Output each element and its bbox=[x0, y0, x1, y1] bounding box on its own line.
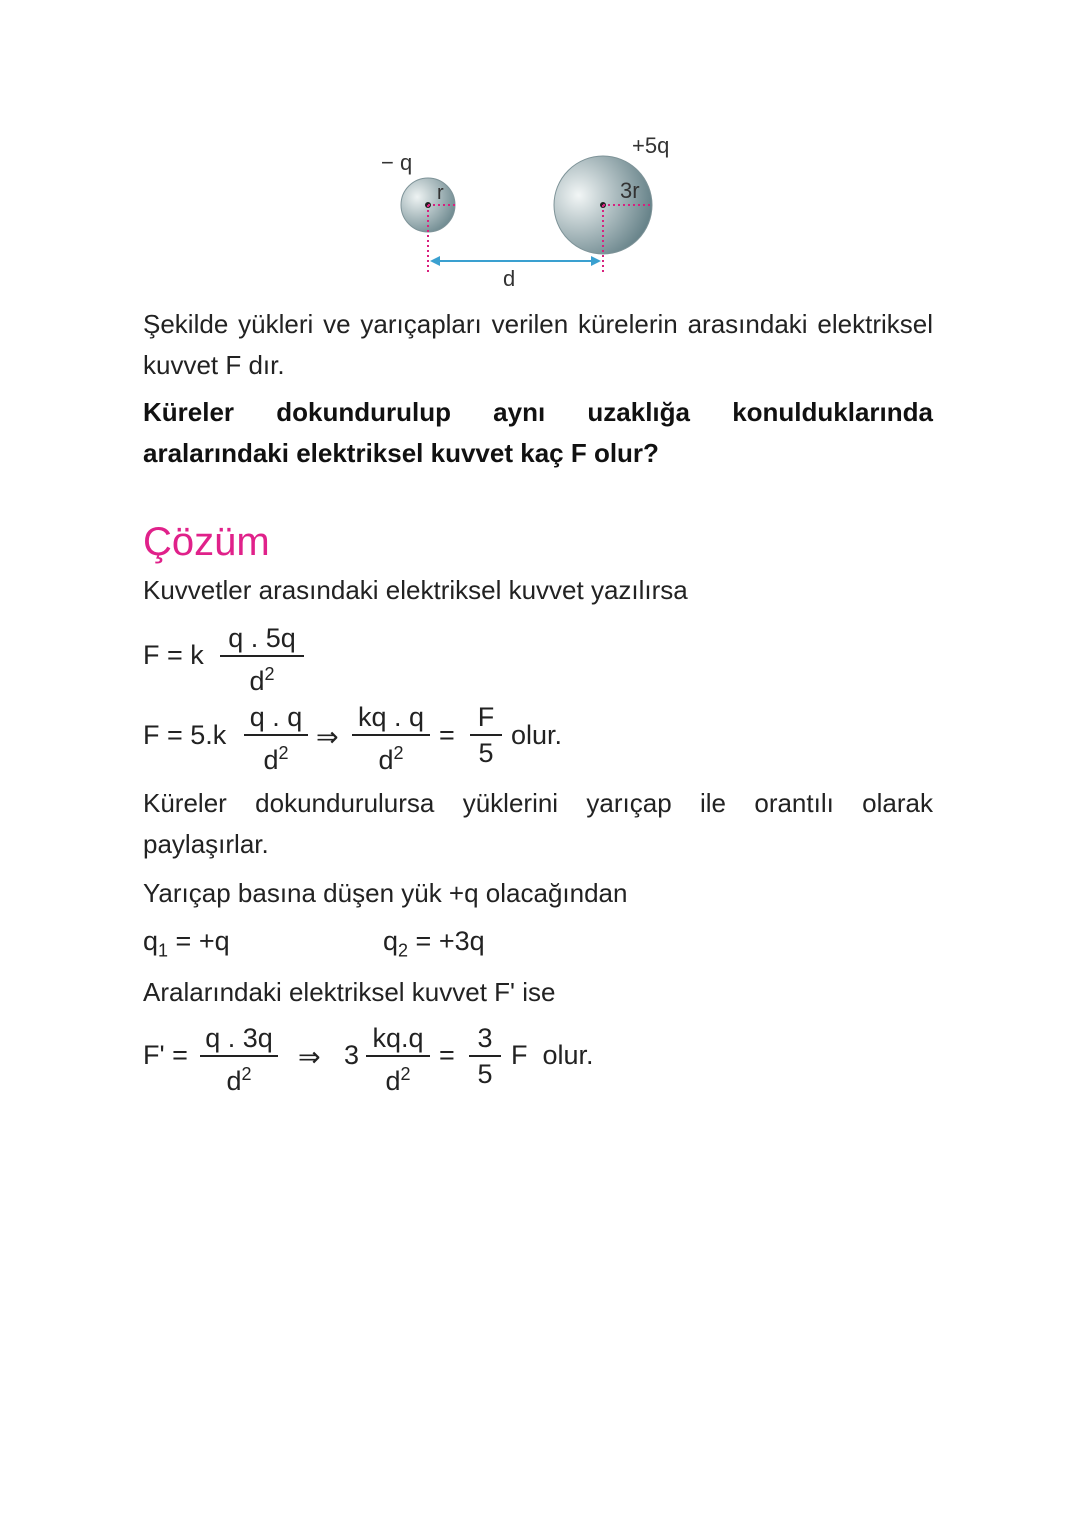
charge-q2: $q_2 = +3q$ bbox=[383, 926, 485, 961]
distance-label: d bbox=[503, 266, 516, 291]
eq2-arrow: ⇒ bbox=[316, 722, 339, 752]
eq1-numerator: q . 5q bbox=[220, 621, 304, 657]
eq2-equals: = bbox=[439, 720, 455, 750]
eq3-coefficient: 3 bbox=[344, 1040, 360, 1070]
large-charge-label: +5q bbox=[632, 133, 670, 158]
eq3-equals: = bbox=[439, 1040, 455, 1070]
eq3-numerator-1: q . 3q bbox=[200, 1021, 278, 1057]
distance-arrowhead-left bbox=[430, 256, 440, 266]
eq3-denominator-3: 5 bbox=[477, 1059, 493, 1089]
eq3-arrow: ⇒ bbox=[298, 1042, 321, 1072]
eq1-denominator: $d^2$ bbox=[249, 664, 275, 696]
question-text: Şekilde yükleri ve yarıçapları verilen kürelerin arasındaki elektriksel kuvvet F dır. bbox=[143, 309, 933, 380]
eq3-numerator-3: 3 bbox=[469, 1021, 501, 1057]
eq2-fraction-3 bbox=[470, 700, 502, 770]
eq3-fraction-3 bbox=[469, 1021, 501, 1091]
large-radius-label: 3r bbox=[620, 178, 640, 203]
eq2-fraction-2 bbox=[352, 700, 430, 777]
eq2-fraction-1 bbox=[244, 700, 308, 777]
eq3-lhs: F' = bbox=[143, 1040, 188, 1070]
eq2-numerator-2: kq . q bbox=[352, 700, 430, 736]
question-bold-text: Küreler dokundurulup aynı uzaklığa konulduklarında aralarındaki elektriksel kuvvet kaç F olur? bbox=[143, 397, 933, 468]
charge-q1: $q_1 = +q$ bbox=[143, 926, 230, 961]
eq3-numerator-2: kq.q bbox=[366, 1021, 430, 1057]
eq3-denominator-2: $d^2$ bbox=[385, 1064, 411, 1096]
eq2-denominator-3: 5 bbox=[478, 738, 494, 768]
distance-arrowhead-right bbox=[591, 256, 601, 266]
eq2-lhs: F = 5.k bbox=[143, 720, 227, 750]
eq2-numerator-3: F bbox=[470, 700, 502, 736]
charged-spheres-figure bbox=[0, 0, 1080, 300]
eq2-denominator-2: $d^2$ bbox=[378, 743, 404, 775]
solution-text-4: Aralarındaki elektriksel kuvvet F' ise bbox=[143, 977, 556, 1007]
eq2-numerator-1: q . q bbox=[244, 700, 308, 736]
small-charge-label: − q bbox=[381, 150, 413, 175]
eq3-fraction-1 bbox=[200, 1021, 278, 1098]
eq1-lhs: F = k bbox=[143, 640, 204, 670]
small-radius-label: r bbox=[437, 182, 444, 204]
eq2-denominator-1: $d^2$ bbox=[263, 743, 289, 775]
solution-intro: Kuvvetler arasındaki elektriksel kuvvet yazılırsa bbox=[143, 575, 688, 605]
eq3-denominator-1: $d^2$ bbox=[226, 1064, 252, 1096]
eq3-fraction-2 bbox=[366, 1021, 430, 1098]
eq2-tail: olur. bbox=[511, 720, 563, 750]
solution-text-3: Yarıçap basına düşen yük +q olacağından bbox=[143, 878, 628, 908]
solution-heading: Çözüm bbox=[143, 520, 270, 564]
eq3-tail: F olur. bbox=[511, 1040, 594, 1070]
solution-text-2: Küreler dokundurulursa yüklerini yarıçap ile orantılı olarak paylaşırlar. bbox=[143, 788, 933, 859]
eq1-fraction bbox=[220, 621, 304, 698]
